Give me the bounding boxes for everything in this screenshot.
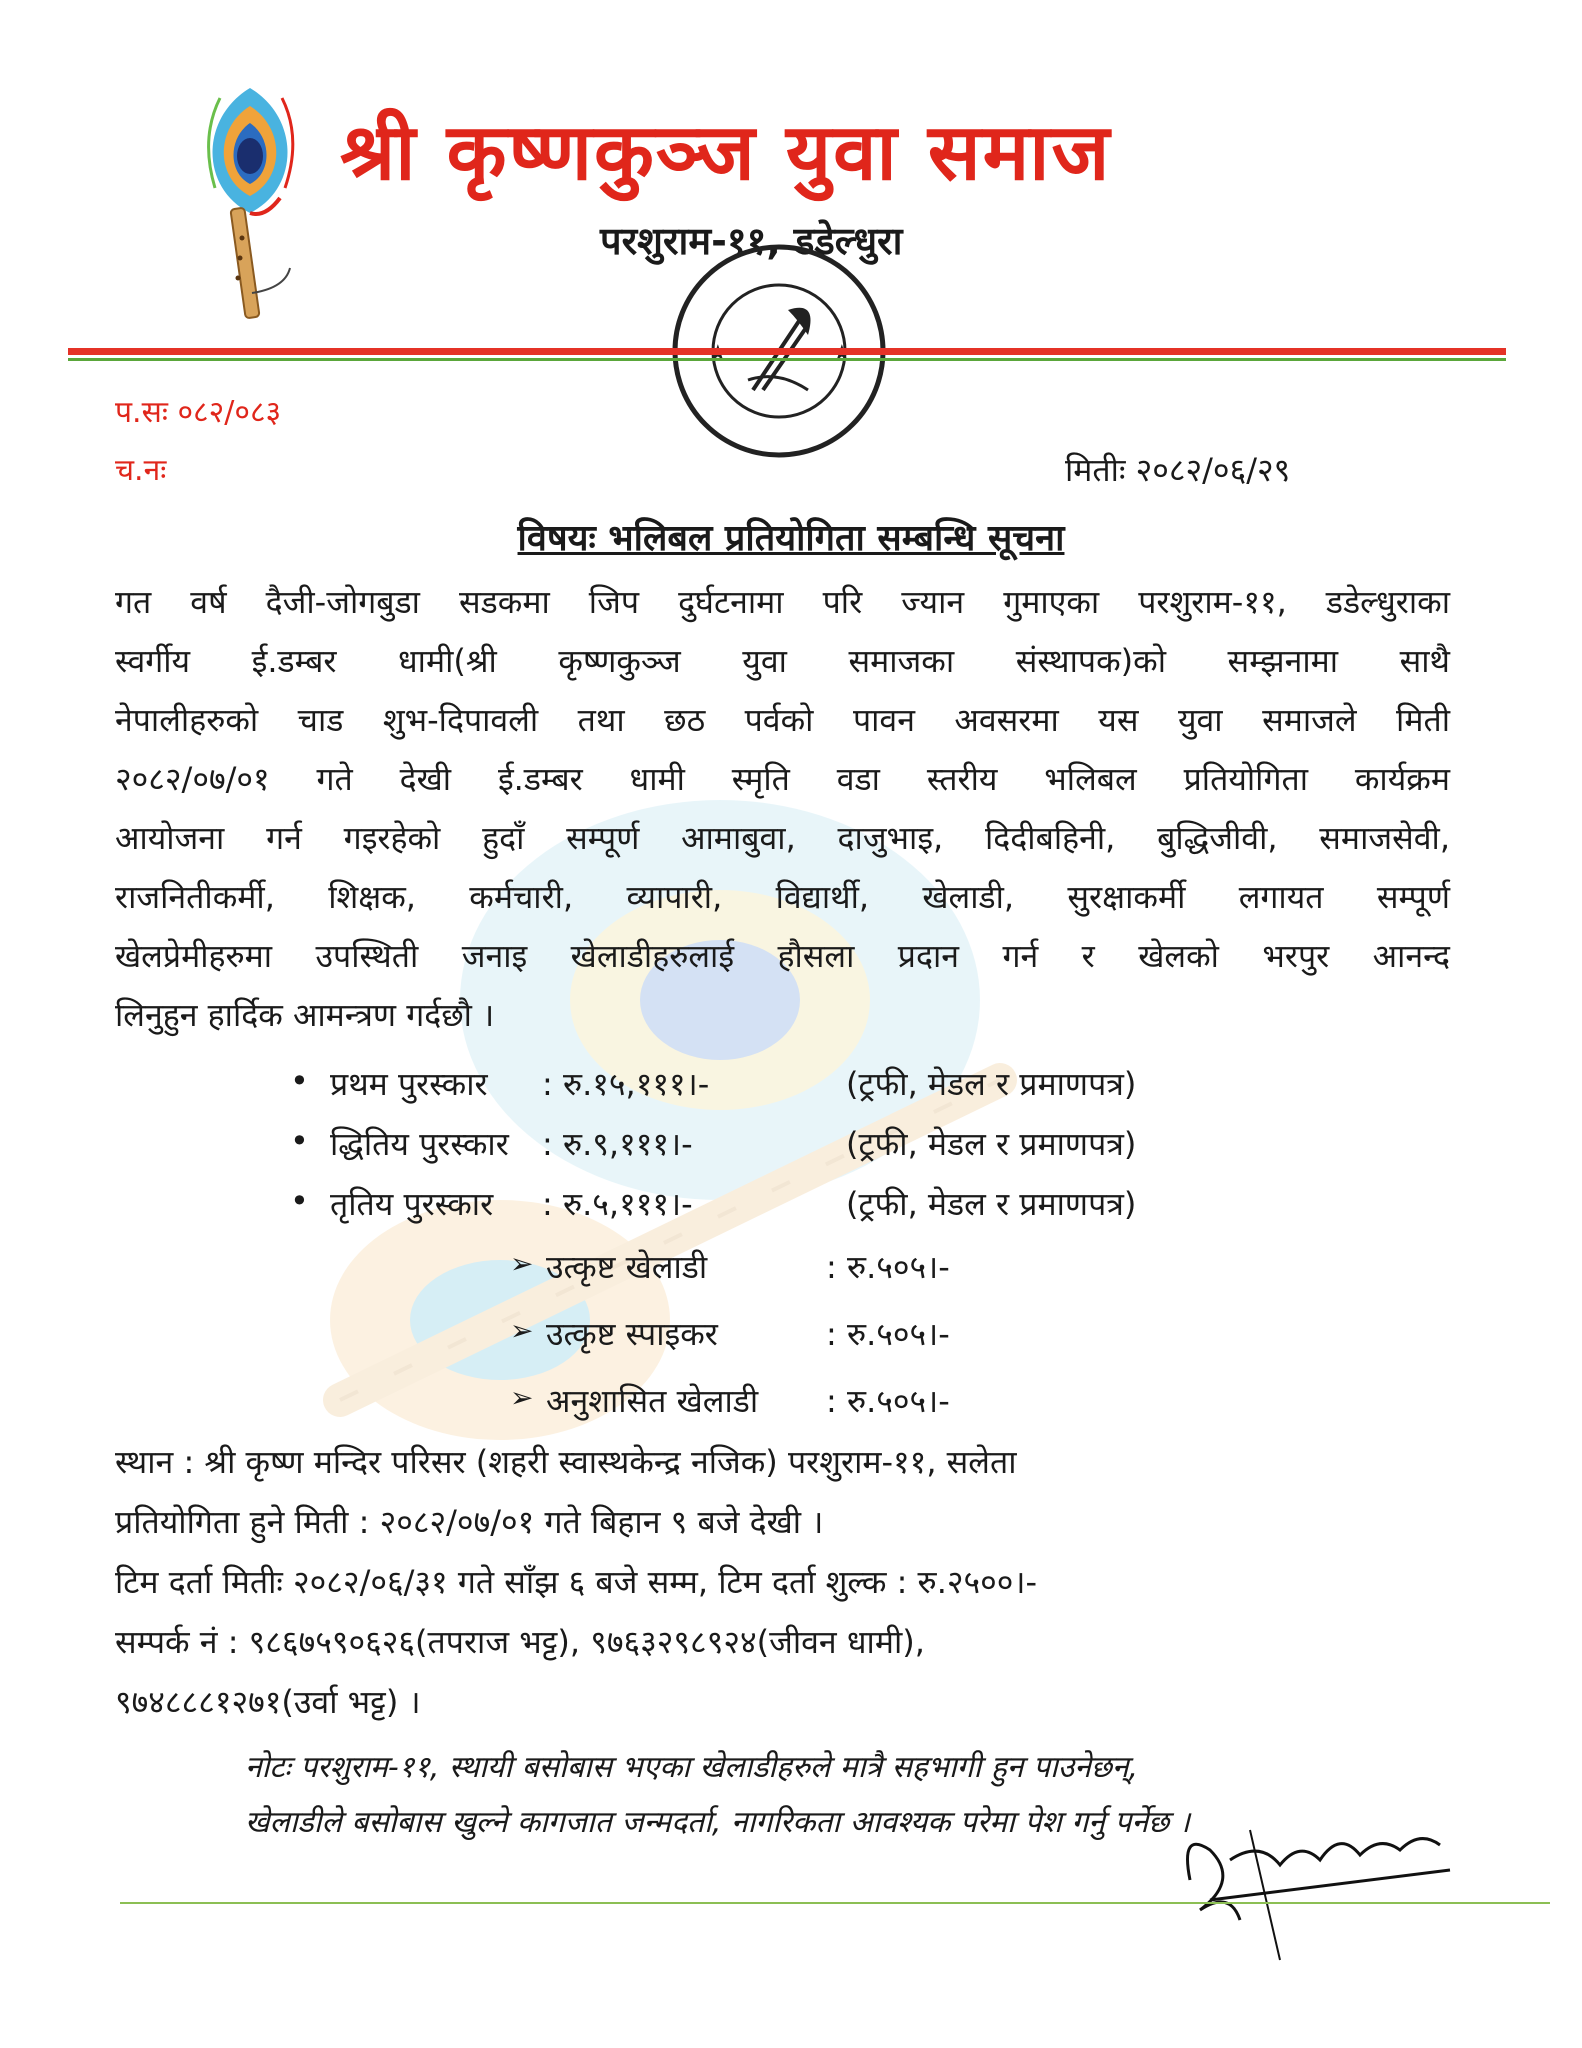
prize-item xyxy=(290,1122,1290,1166)
prize-item xyxy=(290,1062,1290,1106)
dispatch-number: च.नः xyxy=(115,453,167,488)
special-prize-item xyxy=(510,1312,1110,1356)
prize-awards: (ट्रफी, मेडल र प्रमाणपत्र) xyxy=(846,1125,1137,1163)
special-prize-amount: : रु.५०५।- xyxy=(826,1315,950,1353)
special-prize-item xyxy=(510,1379,1110,1423)
body-line: खेलप्रेमीहरुमा उपस्थिती जनाइ खेलाडीहरुलाई हौसला प्रदान गर्न र खेलको भरपुर आनन्द xyxy=(115,937,1450,975)
prize-label: प्रथम पुरस्कार xyxy=(330,1065,488,1103)
note-line: नोटः परशुराम-११, स्थायी बसोबास भएका खेलाडीहरुले मात्रै सहभागी हुन पाउनेछन्, xyxy=(245,1750,1139,1785)
special-prize-label: उत्कृष्ट खेलाडी xyxy=(546,1248,708,1286)
registration-line: टिम दर्ता मितीः २०८२/०६/३१ गते साँझ ६ बजे सम्म, टिम दर्ता शुल्क : रु.२५००।- xyxy=(115,1563,1038,1601)
peacock-feather-flute-logo xyxy=(190,78,310,328)
special-prize-label: उत्कृष्ट स्पाइकर xyxy=(546,1315,718,1353)
reference-number: प.सः ०८२/०८३ xyxy=(115,395,282,430)
arrow-bullet-icon: ➢ xyxy=(510,1314,534,1347)
prize-amount: : रु.९,१११।- xyxy=(542,1125,693,1163)
contact-line: ९७४८८८१२७१(उर्वा भट्ट) । xyxy=(115,1683,421,1721)
footer-divider xyxy=(120,1902,1550,1904)
special-prize-label: अनुशासित खेलाडी xyxy=(546,1382,759,1420)
body-line: गत वर्ष दैजी-जोगबुडा सडकमा जिप दुर्घटनामा परि ज्यान गुमाएका परशुराम-११, डडेल्धुराका xyxy=(115,583,1450,621)
prize-amount: : रु.५,१११।- xyxy=(542,1185,693,1223)
prize-awards: (ट्रफी, मेडल र प्रमाणपत्र) xyxy=(846,1185,1137,1223)
organization-name: श्री कृष्णकुञ्ज युवा समाज xyxy=(340,108,1112,198)
body-line: राजनितीकर्मी, शिक्षक, कर्मचारी, व्यापारी, विद्यार्थी, खेलाडी, सुरक्षाकर्मी लगायत सम्पूर्ण xyxy=(115,878,1450,916)
prize-label: द्धितिय पुरस्कार xyxy=(330,1125,509,1163)
prize-item xyxy=(290,1182,1290,1226)
bullet-icon: • xyxy=(290,1122,309,1160)
arrow-bullet-icon: ➢ xyxy=(510,1381,534,1414)
signature xyxy=(1170,1790,1470,1970)
prize-awards: (ट्रफी, मेडल र प्रमाणपत्र) xyxy=(846,1065,1137,1103)
header-divider-red xyxy=(68,348,1506,355)
special-prize-amount: : रु.५०५।- xyxy=(826,1382,950,1420)
competition-date-line: प्रतियोगिता हुने मिती : २०८२/०७/०१ गते बिहान ९ बजे देखी । xyxy=(115,1503,824,1541)
note-line: खेलाडीले बसोबास खुल्ने कागजात जन्मदर्ता, नागरिकता आवश्यक परेमा पेश गर्नु पर्नेछ । xyxy=(245,1805,1191,1840)
body-line: २०८२/०७/०१ गते देखी ई.डम्बर धामी स्मृति वडा स्तरीय भलिबल प्रतियोगिता कार्यक्रम xyxy=(115,760,1450,798)
prize-amount: : रु.१५,१११।- xyxy=(542,1065,710,1103)
letter-date: मितीः २०८२/०६/२९ xyxy=(1065,451,1291,489)
body-line: आयोजना गर्न गइरहेको हुदाँ सम्पूर्ण आमाबुवा, दाजुभाइ, दिदीबहिनी, बुद्धिजीवी, समाजसेवी, xyxy=(115,819,1450,857)
contact-line: सम्पर्क नं : ९८६७५९०६२६(तपराज भट्ट), ९७६३२९८९२४(जीवन धामी), xyxy=(115,1623,925,1661)
body-line: स्वर्गीय ई.डम्बर धामी(श्री कृष्णकुञ्ज युवा समाजका संस्थापक)को सम्झनामा साथै xyxy=(115,642,1450,680)
header-divider-green xyxy=(68,358,1506,361)
letter-subject: विषयः भलिबल प्रतियोगिता सम्बन्धि सूचना xyxy=(517,518,1065,559)
venue-line: स्थान : श्री कृष्ण मन्दिर परिसर (शहरी स्वास्थकेन्द्र नजिक) परशुराम-११, सलेता xyxy=(115,1443,1017,1481)
arrow-bullet-icon: ➢ xyxy=(510,1247,534,1280)
bullet-icon: • xyxy=(290,1182,309,1220)
body-line: नेपालीहरुको चाड शुभ-दिपावली तथा छठ पर्वको पावन अवसरमा यस युवा समाजले मिती xyxy=(115,701,1450,739)
bullet-icon: • xyxy=(290,1062,309,1100)
prize-label: तृतिय पुरस्कार xyxy=(330,1185,494,1223)
special-prize-item xyxy=(510,1245,1110,1289)
organization-address: परशुराम-११, डडेल्धुरा xyxy=(600,219,903,263)
body-line: लिनुहुन हार्दिक आमन्त्रण गर्दछौ । xyxy=(115,996,495,1034)
special-prize-amount: : रु.५०५।- xyxy=(826,1248,950,1286)
